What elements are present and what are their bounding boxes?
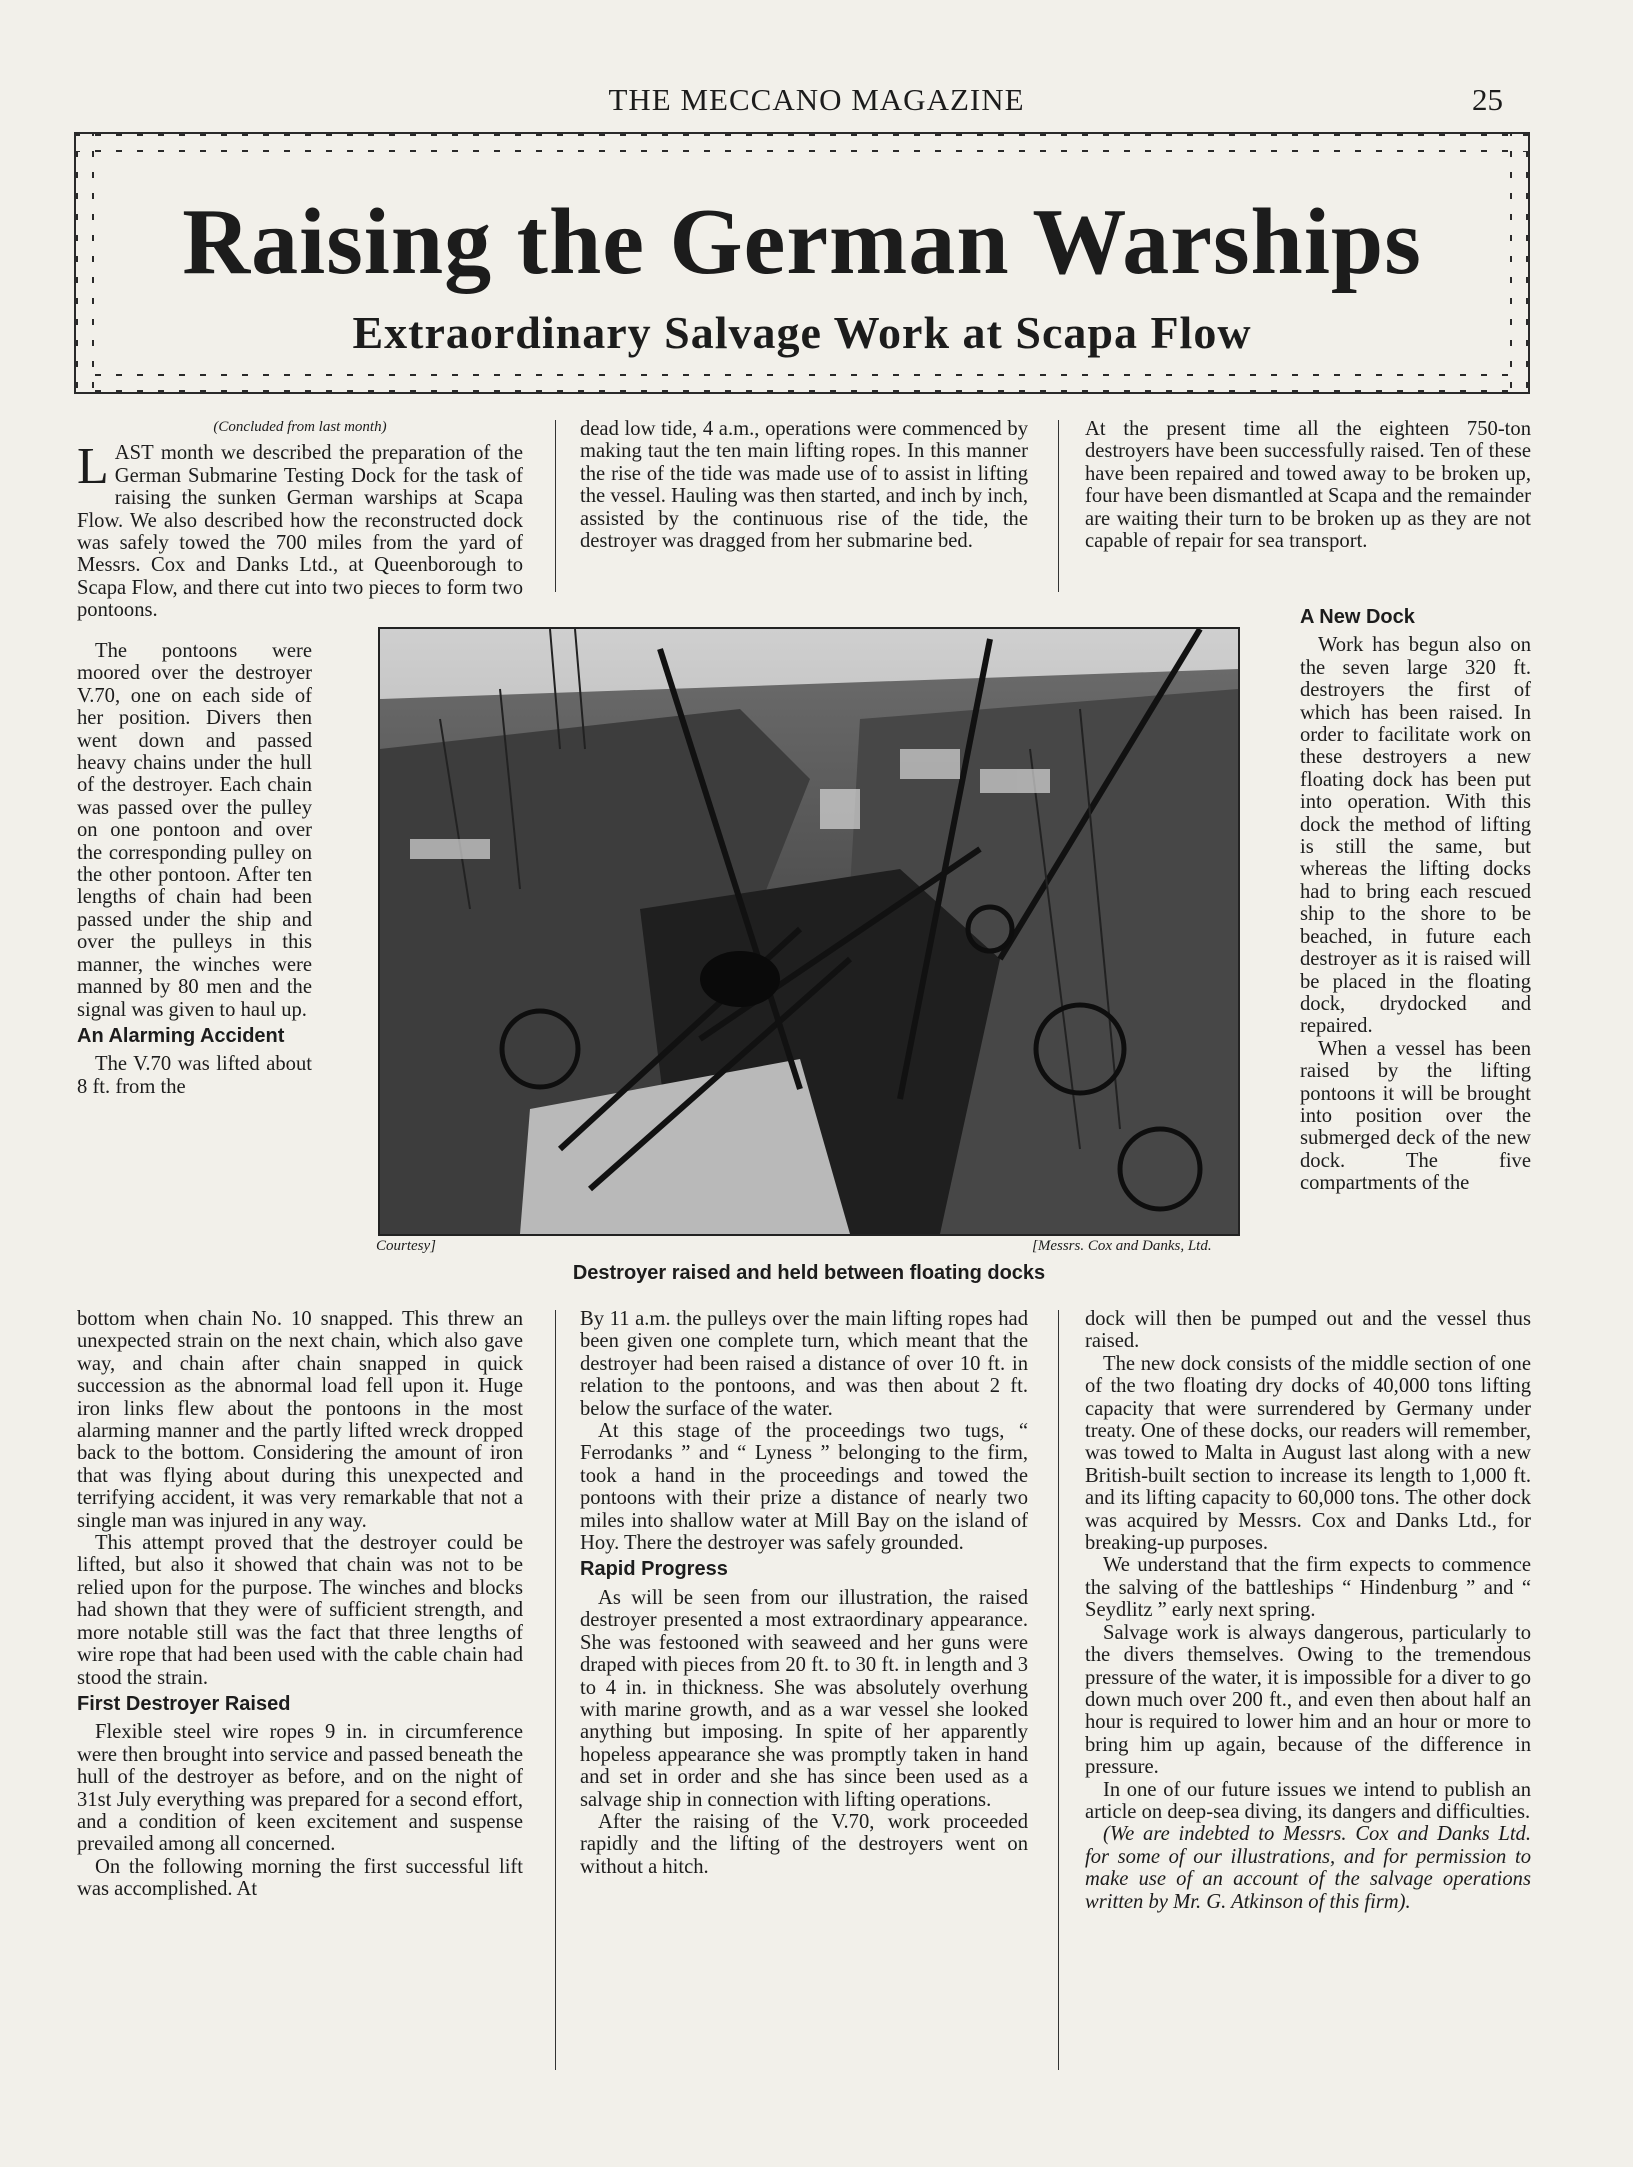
paragraph: In one of our future issues we intend to publish an article on deep-sea diving, its dangers and difficulties. xyxy=(1085,1778,1531,1823)
paragraph: On the following morning the first successful lift was accomplished. At xyxy=(77,1855,523,1901)
paragraph: After the raising of the V.70, work proceeded rapidly and the lifting of the destroyers went on without a hitch. xyxy=(580,1810,1028,1878)
salvage-photograph xyxy=(378,627,1240,1236)
column-rule xyxy=(555,1310,556,2070)
column-1-narrow xyxy=(77,640,312,1098)
acknowledgement: (We are indebted to Messrs. Cox and Danks Ltd. for some of our illustrations, and for permission to make use of an account of the salvage operations written by Mr. G. Atkinson of this firm). xyxy=(1085,1823,1531,1913)
column-1-lower xyxy=(77,1308,523,1901)
photo-caption: Destroyer raised and held between floating docks xyxy=(572,1262,1046,1284)
running-head: THE MECCANO MAGAZINE xyxy=(608,82,1025,117)
column-1 xyxy=(77,416,523,622)
drop-cap: L xyxy=(77,438,109,496)
column-3-narrow xyxy=(1300,602,1531,1195)
paragraph: Flexible steel wire ropes 9 in. in circumference were then brought into service and passed beneath the hull of the destroyer as before, and on the night of 31st July everything was prepared for a second effort, and a condition of keen excitement and suspense prevailed among all concerned. xyxy=(77,1721,523,1856)
article-title: Raising the German Warships xyxy=(182,190,1422,294)
concluded-note: (Concluded from last month) xyxy=(213,419,387,435)
paragraph: Work has begun also on the seven large 320 ft. destroyers the first of which has been raised. In order to facilitate work on these destroyers a new floating dock has been put into operation. With this dock the method of lifting is still the same, but whereas the lifting docks had to bring each rescued ship to the shore to be beached, in future each destroyer as it is raised will be placed in the floating dock, drydocked and repaired. xyxy=(1300,634,1531,1038)
paragraph: The V.70 was lifted about 8 ft. from the xyxy=(77,1053,312,1098)
paragraph: The new dock consists of the middle section of one of the two floating dry docks of 40,000 tons lifting capacity that were surrendered by Germany under treaty. One of these docks, our readers will remember, was towed to Malta in August last along with a new British-built section to increase its length to 1,000 ft. and its lifting capacity to 60,000 tons. The other dock was acquired by Messrs. Cox and Danks Ltd., for breaking-up purposes. xyxy=(1085,1352,1531,1555)
column-3-top xyxy=(1085,418,1531,552)
title-border-bottom xyxy=(76,374,1528,392)
paragraph: As will be seen from our illustration, the raised destroyer presented a most extraordinary appearance. She was festooned with seaweed and her guns were draped with pieces from 20 ft. to 30 ft. in length and 3 to 4 in. in thickness. She was absolutely overhung with marine growth, and as a war vessel she looked anything but imposing. In spite of her apparently hopeless appearance she was promptly taken in hand and set in order and she has since been used as a salvage ship in connection with lifting operations. xyxy=(580,1586,1028,1811)
section-heading-alarming: An Alarming Accident xyxy=(77,1024,285,1047)
paragraph: We understand that the firm expects to commence the salving of the battleships “ Hindenburg ” and “ Seydlitz ” early next spring. xyxy=(1085,1554,1531,1622)
paragraph: This attempt proved that the destroyer could be lifted, but also it showed that chain was not to be relied upon for the purpose. The winches and blocks had shown that they were of sufficient strength, and more notable still was the fact that three lengths of wire rope that had been used with the cable chain had stood the strain. xyxy=(77,1532,523,1689)
article-subtitle: Extraordinary Salvage Work at Scapa Flow xyxy=(352,307,1252,358)
paragraph: By 11 a.m. the pulleys over the main lifting ropes had been given one complete turn, which meant that the destroyer had been raised a distance of over 10 ft. in relation to the pontoons, and was then about 2 ft. below the surface of the water. xyxy=(580,1308,1028,1420)
paragraph: dock will then be pumped out and the vessel thus raised. xyxy=(1085,1308,1531,1353)
paragraph: At the present time all the eighteen 750-ton destroyers have been successfully raised. Ten of these have been repaired and towed away to be broken up, four have been dismantled at Scapa and the remainder are waiting their turn to be broken up as they are not capable of repair for sea transport. xyxy=(1085,418,1532,553)
title-border-top xyxy=(76,134,1528,152)
column-2-top xyxy=(580,418,1028,552)
paragraph: When a vessel has been raised by the lifting pontoons it will be brought into position over the submerged deck of the new dock. The five compartments of the xyxy=(1300,1037,1531,1195)
paragraph: dead low tide, 4 a.m., operations were commenced by making taut the ten main lifting ropes. In this manner the rise of the tide was made use of to assist in lifting the vessel. Hauling was then started, and inch by inch, assisted by the continuous rise of the tide, the destroyer was dragged from her submarine bed. xyxy=(580,418,1028,553)
paragraph: bottom when chain No. 10 snapped. This threw an unexpected strain on the next chain, which also gave way, and chain after chain snapped in quick succession as the abnormal load fell upon it. Huge iron links flew about the pontoons in the most alarming manner and the partly lifted wreck dropped back to the bottom. Considering the amount of iron that was flying about during this unexpected and terrifying accident, it was very remarkable that not a single man was injured in any way. xyxy=(77,1308,523,1532)
paragraph-text: AST month we described the preparation of the German Submarine Testing Dock for the task of raising the sunken German warships at Scapa Flow. We also described how the reconstructed dock was safely towed the 700 miles from the yard of Messrs. Cox and Danks Ltd., at Queenborough to Scapa Flow, and there cut into two pieces to form two pontoons. xyxy=(77,442,523,622)
column-rule xyxy=(1058,1310,1059,2070)
photograph-illustration xyxy=(380,629,1238,1234)
section-heading-first-destroyer: First Destroyer Raised xyxy=(77,1692,291,1715)
section-heading-rapid: Rapid Progress xyxy=(580,1558,728,1581)
paragraph: At this stage of the proceedings two tugs, “ Ferrodanks ” and “ Lyness ” belonging to the firm, took a hand in the proceedings and towed the pontoons with their prize a distance of nearly two miles into shallow water at Mill Bay on the island of Hoy. There the destroyer was safely grounded. xyxy=(580,1420,1028,1555)
column-3-lower xyxy=(1085,1308,1531,1913)
section-heading-new-dock: A New Dock xyxy=(1300,606,1415,628)
photo-credit-right: [Messrs. Cox and Danks, Ltd. xyxy=(1032,1238,1212,1254)
column-rule xyxy=(555,420,556,592)
page-number: 25 xyxy=(1472,82,1503,117)
column-rule xyxy=(1058,420,1059,592)
paragraph xyxy=(77,438,523,622)
paragraph: The pontoons were moored over the destroyer V.70, one on each side of her position. Divers then went down and passed heavy chains under the hull of the destroyer. Each chain was passed over the pulley on one pontoon and over the corresponding pulley on the other pontoon. After ten lengths of chain had been passed under the ship and over the pulleys in this manner, the winches were manned by 80 men and the signal was given to haul up. xyxy=(77,640,312,1021)
photo-credit-left: Courtesy] xyxy=(376,1238,436,1254)
column-2 xyxy=(580,1308,1028,1878)
paragraph: Salvage work is always dangerous, particularly to the divers themselves. Owing to the tremendous pressure of the water, it is impossible for a diver to go down much over 200 ft., and even then about half an hour is required to lower him and an hour or more to bring him up again, because of the difference in pressure. xyxy=(1085,1621,1531,1779)
